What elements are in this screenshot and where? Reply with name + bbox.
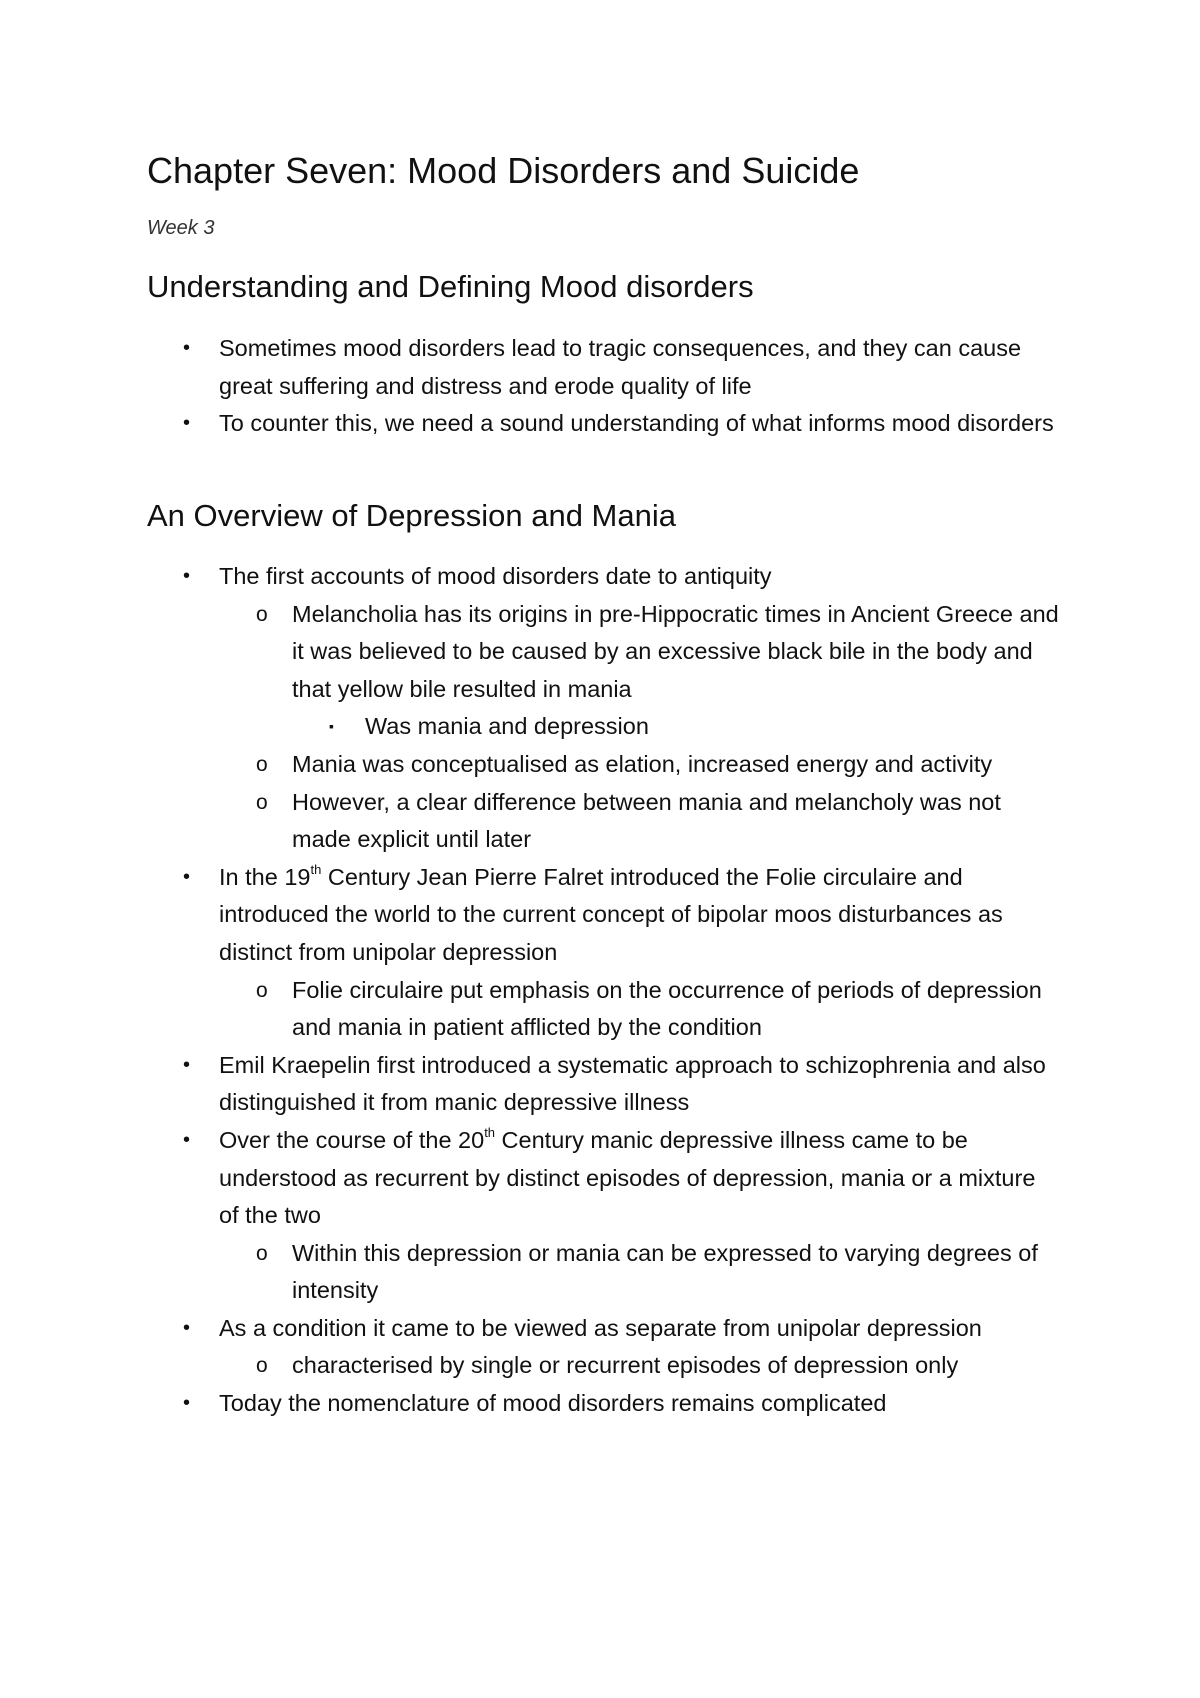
list-item — [0, 1347, 1062, 1385]
list-item — [0, 330, 1059, 405]
list-item — [0, 708, 1065, 746]
ordinal-superscript: th — [484, 1125, 496, 1141]
list-item-text: In the 19 — [219, 863, 311, 890]
bullet-disc-icon: • — [183, 865, 191, 888]
page-title: Chapter Seven: Mood Disorders and Suicide — [147, 150, 860, 191]
section-heading-overview: An Overview of Depression and Mania — [147, 498, 676, 533]
list-item-text: Century manic depressive illness came to be understood as recurrent by distinct episodes of depression, mania or a mixture of the two — [219, 1126, 1036, 1229]
list-item-text: Mania was conceptualised as elation, increased energy and activity — [292, 750, 993, 777]
list-item-text: Over the course of the 20 — [219, 1126, 485, 1153]
bullet-disc-icon: • — [183, 1053, 191, 1076]
bullet-square-icon: ▪ — [329, 718, 334, 735]
list-item-text: As a condition it came to be viewed as separate from unipolar depression — [219, 1314, 982, 1341]
list-item-text: Century Jean Pierre Falret introduced the Folie circulaire and introduced the world to the current concept of bipolar moos disturbances as distinct from unipolar depression — [219, 863, 1003, 965]
bullet-circle-icon: o — [256, 1354, 268, 1378]
list-item-text: Sometimes mood disorders lead to tragic consequences, and they can cause great suffering and distress and erode quality of life — [219, 335, 1022, 399]
list-item-text: Emil Kraepelin first introduced a systematic approach to schizophrenia and also distinguished it from manic depressive illness — [219, 1051, 1046, 1116]
bullet-list-overview — [0, 558, 1200, 1423]
list-item — [0, 784, 1062, 859]
list-item — [0, 746, 1062, 784]
bullet-disc-icon: • — [183, 412, 191, 435]
bullet-disc-icon: • — [183, 337, 191, 359]
list-item — [0, 1235, 1062, 1310]
list-item-text: Within this depression or mania can be expressed to varying degrees of intensity — [292, 1239, 1038, 1304]
list-item — [0, 859, 1059, 972]
list-item-text: Folie circulaire put emphasis on the occurrence of periods of depression and mania in patient afflicted by the condition — [292, 976, 1042, 1041]
list-item-text: However, a clear difference between mania and melancholy was not made explicit until later — [292, 788, 1001, 853]
bullet-circle-icon: o — [256, 1241, 268, 1265]
bullet-circle-icon: o — [256, 790, 268, 814]
list-item-text: characterised by single or recurrent episodes of depression only — [292, 1352, 959, 1379]
list-item — [0, 972, 1062, 1047]
list-item-text: The first accounts of mood disorders date to antiquity — [219, 563, 772, 589]
list-item — [0, 405, 1059, 443]
list-item-text: To counter this, we need a sound understanding of what informs mood disorders — [219, 410, 1054, 437]
list-item — [0, 1310, 1059, 1348]
bullet-disc-icon: • — [183, 1392, 191, 1415]
list-item — [0, 558, 1059, 596]
list-item-text: Was mania and depression — [365, 713, 649, 740]
list-item — [0, 1047, 1059, 1122]
bullet-circle-icon: o — [256, 752, 268, 776]
list-item — [0, 1385, 1059, 1423]
list-item — [0, 1122, 1059, 1235]
section-heading-understanding: Understanding and Defining Mood disorders — [147, 269, 754, 304]
bullet-circle-icon: o — [256, 602, 268, 626]
list-item — [0, 596, 1062, 709]
list-item-text: Melancholia has its origins in pre-Hippocratic times in Ancient Greece and it was believed to be caused by an excessive black bile in the body and that yellow bile resulted in mania — [292, 600, 1059, 702]
list-item-text: Today the nomenclature of mood disorders remains complicated — [219, 1390, 887, 1417]
ordinal-superscript: th — [310, 861, 322, 877]
bullet-disc-icon: • — [183, 1128, 191, 1151]
page-subtitle: Week 3 — [147, 217, 215, 239]
bullet-disc-icon: • — [183, 1316, 191, 1339]
bullet-circle-icon: o — [256, 978, 268, 1002]
bullet-disc-icon: • — [183, 565, 191, 587]
bullet-list-understanding — [0, 330, 1200, 443]
